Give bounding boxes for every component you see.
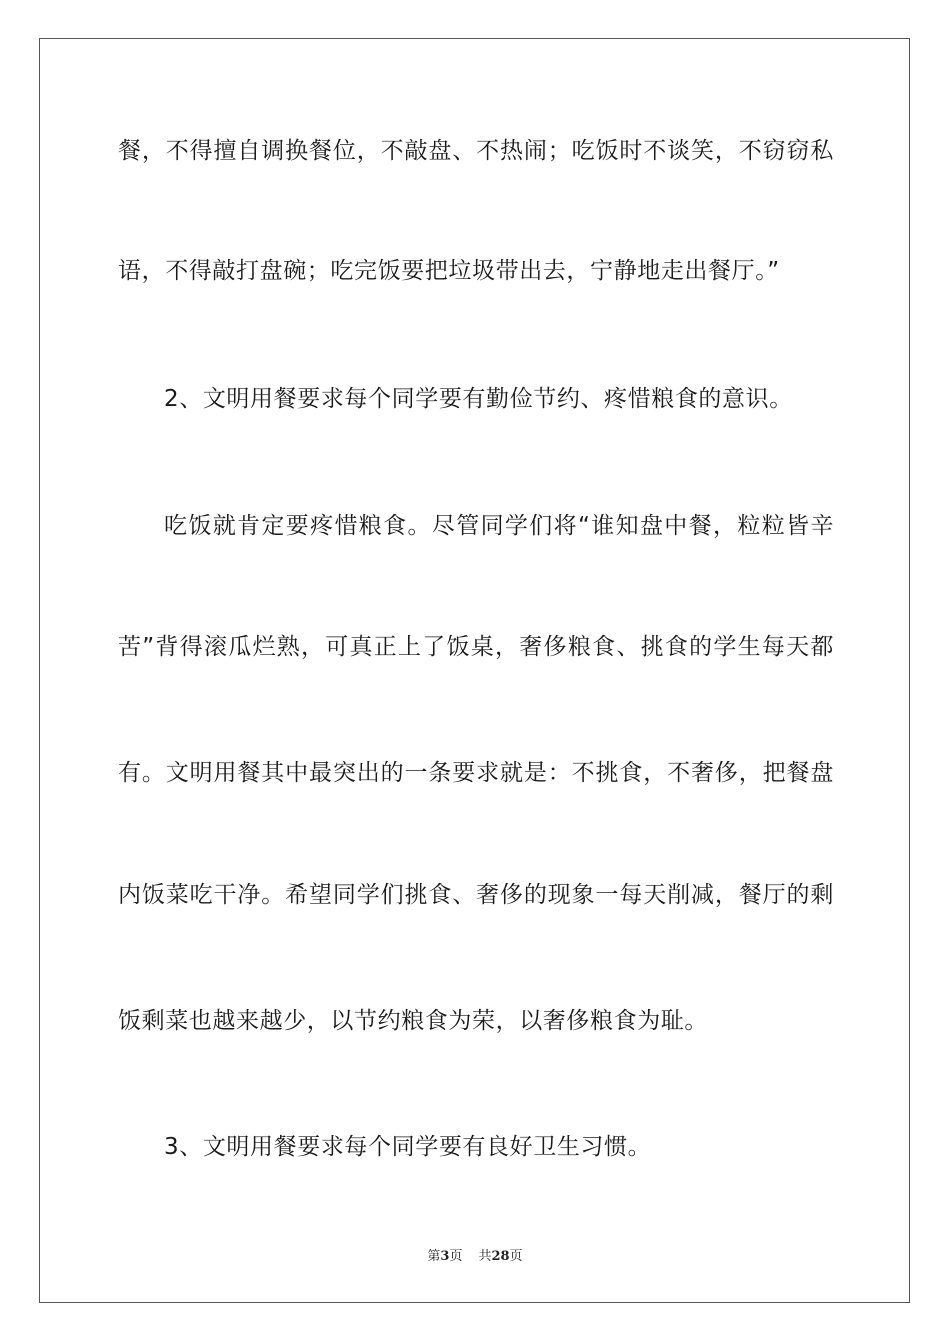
section-heading: 2、文明用餐要求每个同学要有勤俭节约、疼惜粮食的意识。 [164,386,793,412]
paragraph-line: 饭剩菜也越来越少，以节约粮食为荣，以奢侈粮食为耻。 [118,1008,708,1034]
page-prefix: 第 [427,1249,441,1264]
total-pages: 28 [491,1249,510,1264]
total-prefix: 共 [478,1249,492,1264]
paragraph-line: 内饭菜吃干净。希望同学们挑食、奢侈的现象一每天削减，餐厅的剩 [118,882,834,908]
section-heading: 3、文明用餐要求每个同学要有良好卫生习惯。 [164,1134,652,1160]
page-border [39,38,910,1303]
paragraph-line: 餐，不得擅自调换餐位，不敲盘、不热闹；吃饭时不谈笑，不窃窃私 [118,138,834,164]
paragraph-line: 有。文明用餐其中最突出的一条要求就是：不挑食，不奢侈，把餐盘 [118,760,834,786]
paragraph-line: 苦”背得滚瓜烂熟，可真正上了饭桌，奢侈粮食、挑食的学生每天都 [118,634,834,660]
page-suffix: 页 [449,1249,463,1264]
page-footer [0,1248,950,1266]
total-suffix: 页 [509,1249,523,1264]
paragraph-line: 语，不得敲打盘碗；吃完饭要把垃圾带出去，宁静地走出餐厅。” [118,258,780,284]
page-number: 3 [440,1249,450,1264]
paragraph-line: 吃饭就肯定要疼惜粮食。尽管同学们将“谁知盘中餐，粒粒皆辛 [164,513,834,539]
